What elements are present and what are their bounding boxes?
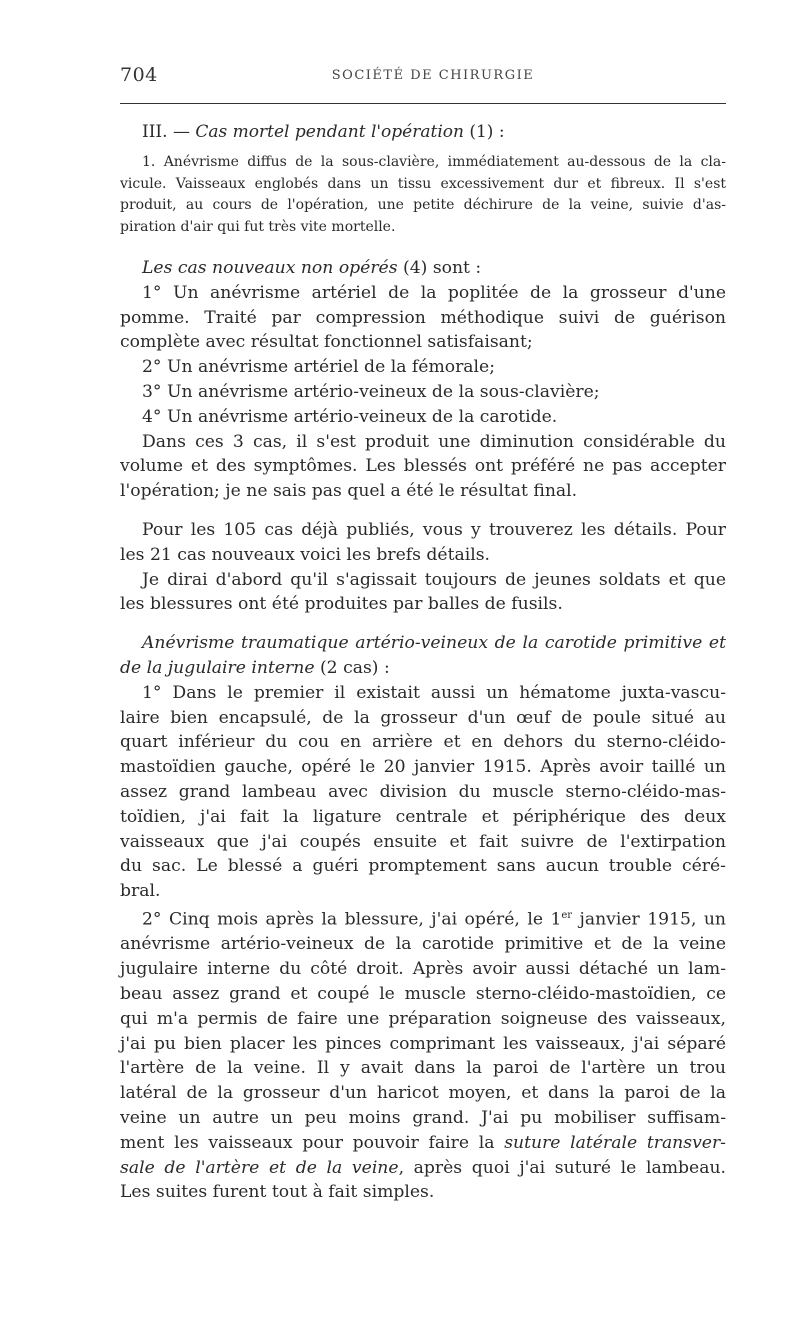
carotid-case-2-line: j'ai pu bien placer les pinces comprimant les vaisseaux, j'ai séparé	[120, 1033, 726, 1054]
published-block	[120, 518, 726, 617]
carotid-case-1-line: toïdien, j'ai fait la ligature centrale et périphérique des deux	[120, 806, 726, 827]
page-header	[120, 64, 726, 88]
carotid-case-2-suture-line-2	[120, 1156, 726, 1181]
carotid-case-2-line: l'artère de la veine. Il y avait dans la paroi de l'artère un trou	[120, 1058, 726, 1079]
carotid-heading-italic: de la jugulaire interne	[120, 657, 315, 678]
carotid-case-2-first-sup: er	[561, 909, 573, 921]
section-iii-case	[120, 152, 726, 238]
carotid-case-2-suture2-italic: sale de l'artère et de la veine	[120, 1157, 399, 1178]
carotid-case-1-line: bral.	[120, 881, 161, 902]
published-line: les 21 cas nouveaux voici les brefs détails.	[120, 544, 491, 565]
carotid-case-2-first-line	[120, 904, 726, 933]
soldiers-line: les blessures ont été produites par balles de fusils.	[120, 594, 563, 615]
soldiers-line: Je dirai d'abord qu'il s'agissait toujours de jeunes soldats et que	[142, 569, 726, 590]
section-iii-heading	[120, 118, 726, 146]
new-cases-block	[120, 256, 726, 504]
new-cases-summary-line: volume et des symptômes. Les blessés ont préféré ne pas accepter	[120, 456, 726, 477]
carotid-case-2-line: qui m'a permis de faire une préparation soigneuse des vaisseaux,	[120, 1008, 726, 1029]
carotid-case-2-suture2-tail: , après quoi j'ai suturé le lambeau.	[398, 1157, 726, 1178]
new-cases-intro	[120, 256, 726, 281]
new-cases-summary-line: l'opération; je ne sais pas quel a été le résultat final.	[120, 481, 578, 502]
new-case-4: 4° Un anévrisme artério-veineux de la carotide.	[142, 406, 558, 427]
carotid-heading-tail: (2 cas) :	[314, 657, 390, 678]
carotid-case-2-suture-italic: suture latérale transver-	[504, 1132, 726, 1153]
section-iii-number: III. —	[142, 122, 196, 142]
carotid-case-2-line: veine un autre un peu moins grand. J'ai pu mobiliser suffisam-	[120, 1108, 726, 1129]
new-cases-intro-italic: Les cas nouveaux non opérés	[142, 258, 398, 278]
page-number: 704	[120, 64, 158, 86]
section-iii-line: produit, au cours de l'opération, une petite déchirure de la veine, suivie d'as-	[120, 197, 726, 213]
carotid-case-1-line: 1° Dans le premier il existait aussi un hématome juxta-vascu-	[142, 682, 726, 703]
new-case-1-line: complète avec résultat fonctionnel satisfaisant;	[120, 332, 533, 353]
section-iii-tail: (1) :	[463, 122, 505, 142]
section-iii-line: vicule. Vaisseaux englobés dans un tissu excessivement dur et fibreux. Il s'est	[120, 175, 726, 192]
carotid-block	[120, 631, 726, 1205]
paragraph-gap	[120, 504, 726, 518]
carotid-case-2-line: jugulaire interne du côté droit. Après avoir aussi détaché un lam-	[120, 959, 726, 980]
carotid-case-2-suture-line	[120, 1131, 726, 1156]
carotid-case-2-first-b: janvier 1915, un	[572, 909, 726, 930]
new-case-3: 3° Un anévrisme artério-veineux de la sous-clavière;	[142, 381, 600, 402]
section-iii-line: 1. Anévrisme diffus de la sous-clavière, immédiatement au-dessous de la cla-	[142, 154, 726, 170]
carotid-case-1-line: quart inférieur du cou en arrière et en dehors du sterno-cléido-	[120, 732, 726, 753]
page-content	[120, 118, 726, 1205]
carotid-case-2-suture-a: ment les vaisseaux pour pouvoir faire la	[120, 1132, 505, 1153]
new-case-1-line: pomme. Traité par compression méthodique suivi de guérison	[120, 307, 726, 328]
carotid-case-1-line: mastoïdien gauche, opéré le 20 janvier 1915. Après avoir taillé un	[120, 757, 726, 778]
published-line: Pour les 105 cas déjà publiés, vous y trouverez les détails. Pour	[142, 519, 726, 540]
carotid-case-1-line: du sac. Le blessé a guéri promptement sans aucun trouble céré-	[120, 856, 726, 877]
carotid-heading-line: Anévrisme traumatique artério-veineux de la carotide primitive et	[142, 633, 726, 654]
new-case-1-line: 1° Un anévrisme artériel de la poplitée de la grosseur d'une	[142, 282, 726, 303]
paragraph-gap	[120, 617, 726, 631]
carotid-case-2-first-a: 2° Cinq mois après la blessure, j'ai opéré, le 1	[142, 909, 562, 930]
carotid-heading-line	[120, 656, 726, 681]
carotid-case-2-last-line: Les suites furent tout à fait simples.	[120, 1182, 435, 1203]
new-cases-intro-tail: (4) sont :	[397, 258, 482, 278]
new-cases-summary-line: Dans ces 3 cas, il s'est produit une diminution considérable du	[142, 431, 726, 452]
carotid-case-2-line: anévrisme artério-veineux de la carotide primitive et de la veine	[120, 934, 726, 955]
header-rule	[120, 103, 726, 104]
carotid-case-2-line: beau assez grand et coupé le muscle sterno-cléido-mastoïdien, ce	[120, 984, 726, 1005]
section-iii-title: Cas mortel pendant l'opération	[195, 122, 464, 142]
carotid-case-1-line: assez grand lambeau avec division du muscle sterno-cléido-mas-	[120, 781, 726, 802]
new-case-2: 2° Un anévrisme artériel de la fémorale;	[142, 357, 496, 378]
running-head: SOCIÉTÉ DE CHIRURGIE	[331, 68, 535, 83]
carotid-case-2-line: latéral de la grosseur d'un haricot moyen, et dans la paroi de la	[120, 1083, 726, 1104]
carotid-case-1-line: laire bien encapsulé, de la grosseur d'un œuf de poule situé au	[120, 707, 726, 728]
carotid-case-1-line: vaisseaux que j'ai coupés ensuite et fait suivre de l'extirpation	[120, 831, 726, 852]
section-iii-line: piration d'air qui fut très vite mortelle.	[120, 218, 396, 235]
